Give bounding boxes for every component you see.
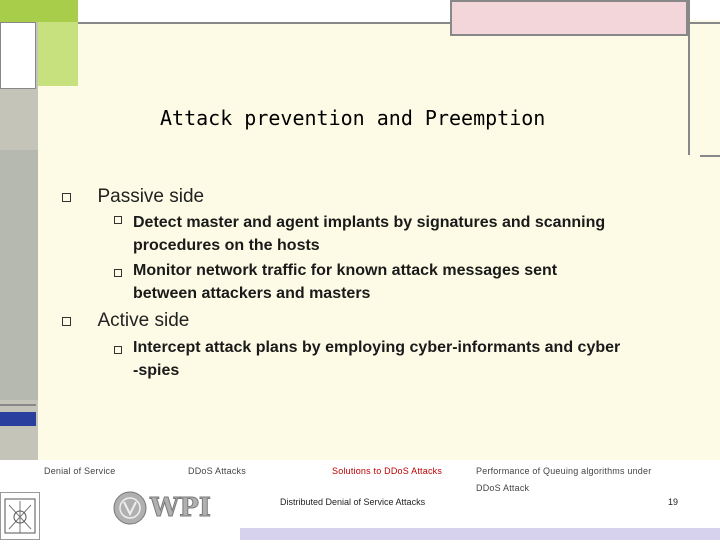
right-divider-line — [688, 0, 690, 155]
footer-lavender-strip — [240, 528, 720, 540]
sub-bullet-text — [133, 211, 693, 257]
sub-bullet-text — [133, 259, 693, 305]
sub-bullet-line: Intercept attack plans by employing cyber-informants and cyber — [133, 339, 621, 356]
right-short-line — [700, 155, 720, 157]
square-bullet-icon — [114, 216, 122, 224]
footer-nav-performance-line2[interactable]: DDoS Attack — [476, 483, 530, 493]
slide-title: Attack prevention and Preemption — [160, 106, 546, 130]
footer-nav-performance[interactable]: Performance of Queuing algorithms under — [476, 466, 652, 476]
wpi-logo — [112, 490, 210, 526]
left-blue-block — [0, 412, 36, 426]
sub-bullet-line: procedures on the hosts — [133, 237, 320, 254]
footer-nav-denial-of-service[interactable]: Denial of Service — [44, 466, 116, 476]
sub-bullet — [114, 341, 122, 359]
left-decor-strip-lower — [0, 150, 38, 400]
sub-bullet-line: Monitor network traffic for known attack messages sent — [133, 262, 558, 279]
sub-bullet-line: between attackers and masters — [133, 285, 371, 302]
page-number: 19 — [668, 497, 679, 507]
footer-nav-ddos-attacks[interactable]: DDoS Attacks — [188, 466, 246, 476]
footer-presentation-title: Distributed Denial of Service Attacks — [280, 497, 426, 507]
square-bullet-icon — [114, 346, 122, 354]
wpi-logo-text: WPI — [150, 493, 211, 523]
square-bullet-icon — [114, 269, 122, 277]
bullet-passive — [62, 186, 204, 208]
sub-bullet-text — [133, 336, 703, 382]
top-green-block — [0, 0, 78, 22]
sub-bullet-line: -spies — [133, 362, 180, 379]
footer-nav-solutions[interactable]: Solutions to DDoS Attacks — [332, 466, 443, 476]
square-bullet-icon — [62, 193, 71, 202]
top-pink-block — [450, 0, 688, 36]
top-green-block-2 — [38, 22, 78, 86]
square-bullet-icon — [62, 317, 71, 326]
left-white-block — [0, 22, 36, 89]
sub-bullet — [114, 211, 122, 229]
left-divider-line — [0, 404, 36, 406]
bullet-active — [62, 310, 189, 332]
top-white-block — [78, 0, 452, 22]
bullet-text: Active side — [97, 310, 190, 331]
sub-bullet — [114, 264, 122, 282]
seal-logo — [0, 492, 40, 540]
bullet-text: Passive side — [97, 186, 205, 207]
sub-bullet-line: Detect master and agent implants by signatures and scanning — [133, 214, 606, 231]
